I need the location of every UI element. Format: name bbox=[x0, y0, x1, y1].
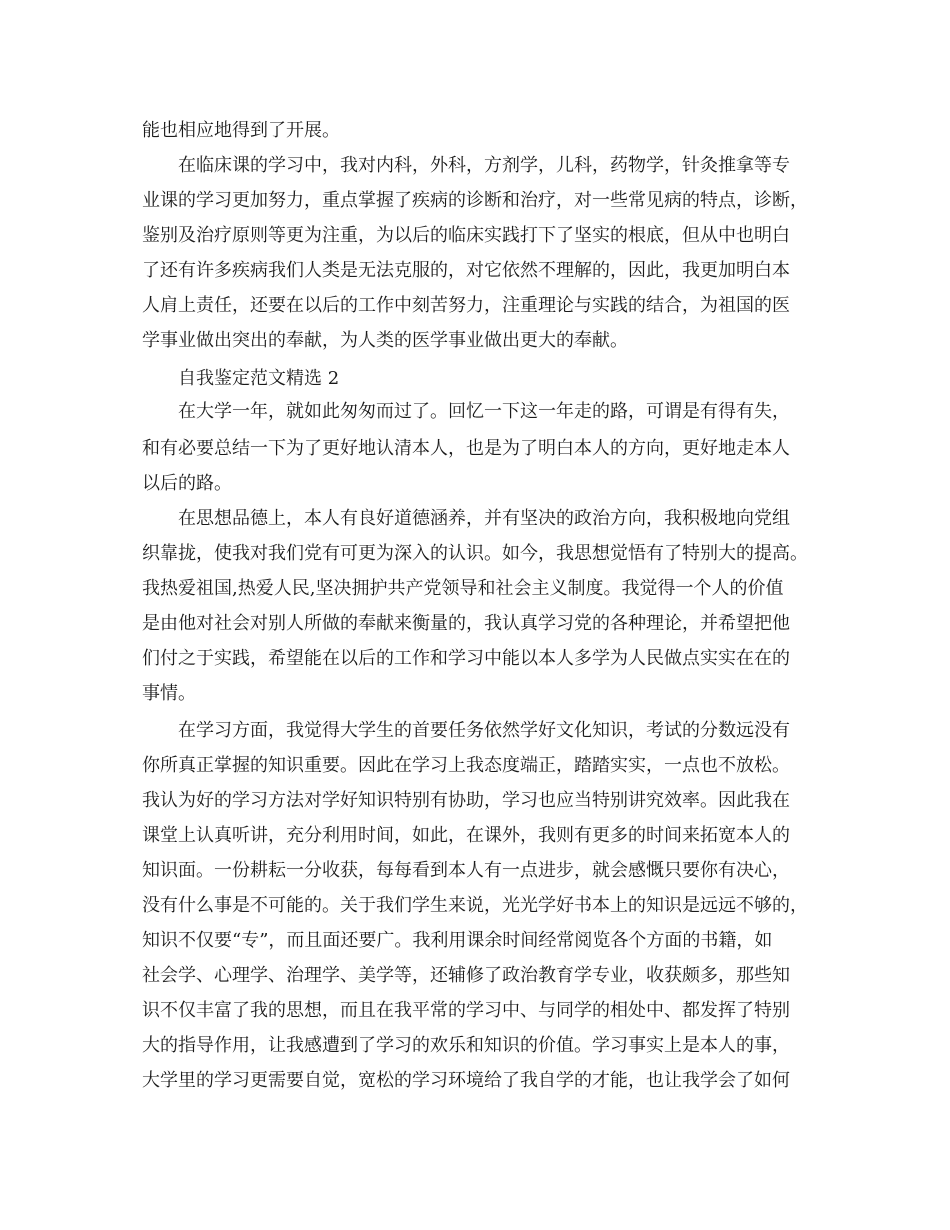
text-line: 大的指导作用，让我感遭到了学习的欢乐和知识的价值。学习事实上是本人的事， bbox=[142, 1035, 790, 1056]
text-line: 知识不仅要“专”，而且面还要广。我利用课余时间经常阅览各个方面的书籍，如 bbox=[142, 930, 773, 951]
paragraph-first-line: 在大学一年，就如此匆匆而过了。回忆一下这一年走的路，可谓是有得有失， bbox=[178, 401, 790, 422]
text-line: 学事业做出突出的奉献，为人类的医学事业做出更大的奉献。 bbox=[142, 330, 628, 351]
text-line: 了还有许多疾病我们人类是无法克服的，对它依然不理解的，因此，我更加明白本 bbox=[142, 260, 790, 281]
text-line: 织靠拢，使我对我们党有可更为深入的认识。如今，我思想觉悟有了特别大的提高。 bbox=[142, 543, 808, 564]
text-line: 是由他对社会对别人所做的奉献来衡量的，我认真学习党的各种理论，并希望把他 bbox=[142, 613, 790, 634]
text-line: 我认为好的学习方法对学好知识特别有协助，学习也应当特别讲究效率。因此我在 bbox=[142, 790, 790, 811]
text-line: 你所真正掌握的知识重要。因此在学习上我态度端正，踏踏实实，一点也不放松。 bbox=[142, 755, 790, 776]
text-line: 大学里的学习更需要自觉，宽松的学习环境给了我自学的才能，也让我学会了如何 bbox=[142, 1070, 790, 1091]
text-line: 识不仅丰富了我的思想，而且在我平常的学习中、与同学的相处中、都发挥了特别 bbox=[142, 1000, 790, 1021]
text-line: 事情。 bbox=[142, 683, 196, 704]
text-line: 以后的路。 bbox=[142, 473, 232, 494]
text-line: 没有什么事是不可能的。关于我们学生来说，光光学好书本上的知识是远远不够的， bbox=[142, 895, 808, 916]
paragraph-first-line: 在思想品德上，本人有良好道德涵养，并有坚决的政治方向，我积极地向党组 bbox=[178, 508, 790, 529]
text-line: 我热爱祖国,热爱人民,坚决拥护共产党领导和社会主义制度。我觉得一个人的价值 bbox=[142, 578, 784, 599]
text-line: 们付之于实践，希望能在以后的工作和学习中能以本人多学为人民做点实实在在的 bbox=[142, 648, 790, 669]
paragraph-first-line: 在临床课的学习中，我对内科，外科，方剂学，儿科，药物学，针灸推拿等专 bbox=[178, 155, 790, 176]
text-line: 能也相应地得到了开展。 bbox=[142, 120, 340, 141]
text-line: 业课的学习更加努力，重点掌握了疾病的诊断和治疗，对一些常见病的特点，诊断， bbox=[142, 190, 808, 211]
paragraph-first-line: 在学习方面，我觉得大学生的首要任务依然学好文化知识，考试的分数远没有 bbox=[178, 720, 790, 741]
text-line: 和有必要总结一下为了更好地认清本人，也是为了明白本人的方向，更好地走本人 bbox=[142, 438, 790, 459]
text-line: 课堂上认真听讲，充分利用时间，如此，在课外，我则有更多的时间来拓宽本人的 bbox=[142, 825, 790, 846]
text-line: 知识面。一份耕耘一分收获，每每看到本人有一点进步，就会感慨只要你有决心， bbox=[142, 860, 790, 881]
text-line: 人肩上责任，还要在以后的工作中刻苦努力，注重理论与实践的结合，为祖国的医 bbox=[142, 295, 790, 316]
section-heading: 自我鉴定范文精选 2 bbox=[178, 368, 340, 389]
text-line: 社会学、心理学、治理学、美学等，还辅修了政治教育学专业，收获颇多，那些知 bbox=[142, 965, 790, 986]
text-line: 鉴别及治疗原则等更为注重，为以后的临床实践打下了坚实的根底，但从中也明白 bbox=[142, 225, 790, 246]
